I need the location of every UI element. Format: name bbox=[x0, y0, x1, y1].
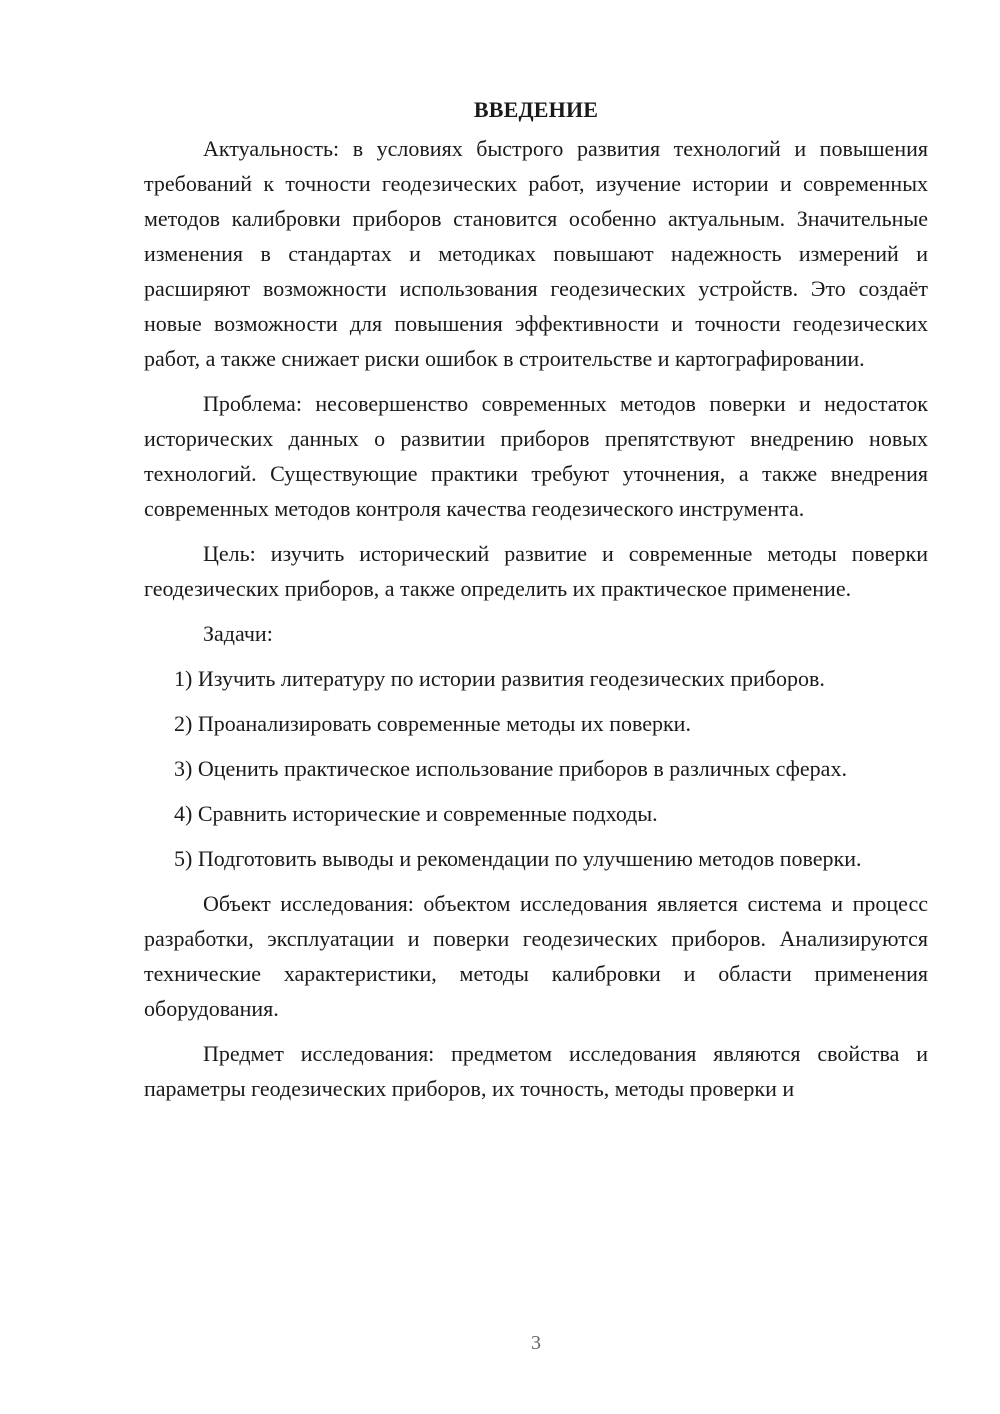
relevance-paragraph: Актуальность: в условиях быстрого развития технологий и повышения требований к точности геодезических работ, изучение истории и современных методов калибровки приборов становится особенно актуальным. Значительные изменения в стандартах и методиках повышают надежность измерений и расширяют возможности использования геодезических устройств. Это создаёт новые возможности для повышения эффективности и точности геодезических работ, а также снижает риски ошибок в строительстве и картографировании. bbox=[144, 136, 928, 371]
task-item-4: 4) Сравнить исторические и современные подходы. bbox=[174, 801, 658, 826]
task-item-5: 5) Подготовить выводы и рекомендации по улучшению методов поверки. bbox=[174, 846, 862, 871]
goal-paragraph: Цель: изучить исторический развитие и современные методы поверки геодезических приборов, а также определить их практическое применение. bbox=[144, 541, 928, 601]
subject-paragraph: Предмет исследования: предметом исследования являются свойства и параметры геодезических приборов, их точность, методы проверки и bbox=[144, 1041, 928, 1101]
task-item-2: 2) Проанализировать современные методы их поверки. bbox=[174, 711, 691, 736]
page-content bbox=[144, 92, 928, 1116]
page-number: 3 bbox=[531, 1332, 541, 1354]
task-item-1: 1) Изучить литературу по истории развития геодезических приборов. bbox=[174, 666, 825, 691]
object-paragraph: Объект исследования: объектом исследования является система и процесс разработки, эксплуатации и поверки геодезических приборов. Анализируются технические характеристики, методы калибровки и области применения оборудования. bbox=[144, 891, 928, 1021]
task-item-3: 3) Оценить практическое использование приборов в различных сферах. bbox=[174, 756, 847, 781]
problem-paragraph: Проблема: несовершенство современных методов поверки и недостаток исторических данных о развитии приборов препятствуют внедрению новых технологий. Существующие практики требуют уточнения, а также внедрения современных методов контроля качества геодезического инструмента. bbox=[144, 391, 928, 521]
section-title: ВВЕДЕНИЕ bbox=[473, 97, 599, 122]
tasks-heading: Задачи: bbox=[203, 621, 273, 646]
